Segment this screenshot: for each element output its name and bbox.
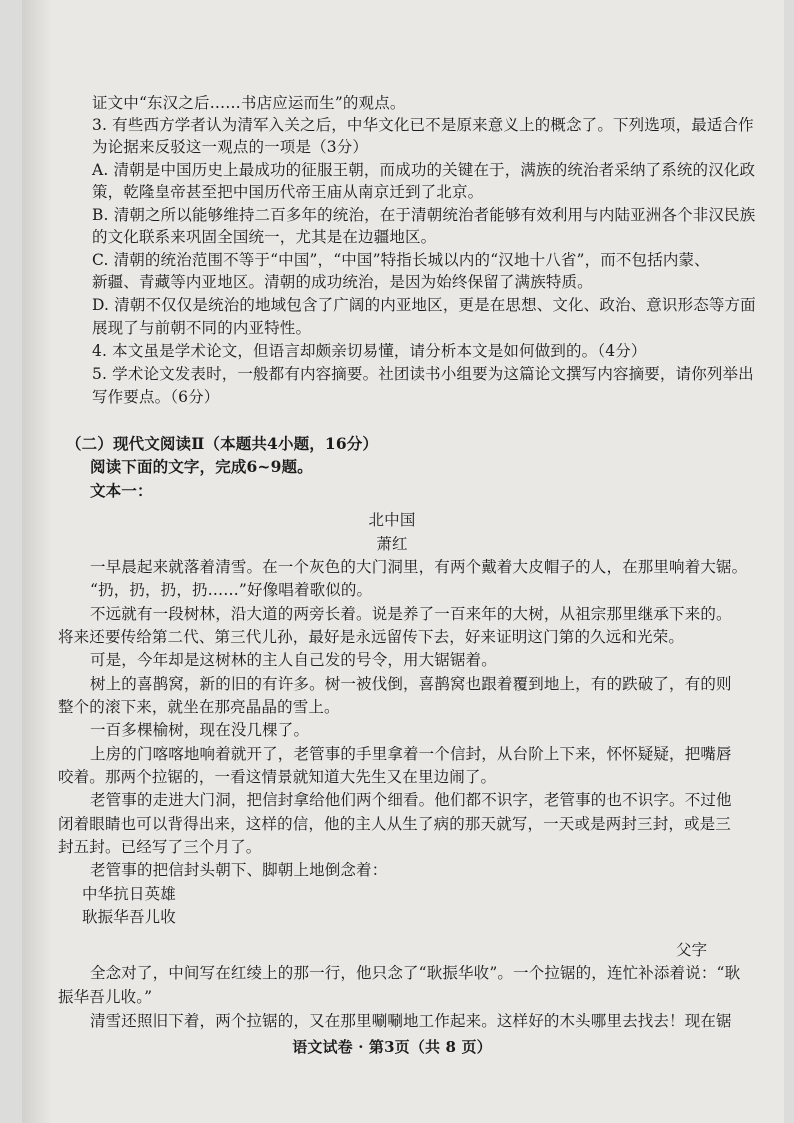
letter-signature: 父字 <box>676 941 708 959</box>
story-line: 振华吾儿收。” <box>58 988 153 1006</box>
q5-line1: 5. 学术论文发表时，一般都有内容摘要。社团读书小组要为这篇论文撰写内容摘要，请你列举出 <box>92 365 754 383</box>
story-title: 北中国 <box>368 511 416 529</box>
story-line: 封五封。已经写了三个月了。 <box>58 838 262 856</box>
q3-option-d-line1: D. 清朝不仅仅是统治的地域包含了广阔的内亚地区，更是在思想、文化、政治、意识形态等方面 <box>92 296 756 314</box>
story-line: “扔，扔，扔，扔……”好像唱着歌似的。 <box>90 581 373 599</box>
story-line: 不远就有一段树林，沿大道的两旁长着。说是养了一百来年的大树，从祖宗那里继承下来的。 <box>90 605 732 623</box>
story-line: 全念对了，中间写在红绫上的那一行，他只念了“耿振华收”。一个拉锯的，连忙补添着说：“耿 <box>90 964 741 982</box>
text-one-label: 文本一： <box>90 481 153 500</box>
page-footer: 语文试卷 · 第3页（共 8 页） <box>292 1038 492 1056</box>
q3-stem-line1: 3. 有些西方学者认为清军入关之后，中华文化已不是原来意义上的概念了。下列选项，最适合作 <box>92 116 754 134</box>
story-author: 萧红 <box>376 535 408 553</box>
q2-tail-line: 证文中“东汉之后……书店应运而生”的观点。 <box>92 94 406 112</box>
story-line: 闭着眼睛也可以背得出来，这样的信，他的主人从生了病的那天就写，一天或是两封三封，或是三 <box>58 815 731 833</box>
q3-option-a-line1: A. 清朝是中国历史上最成功的征服王朝，而成功的关键在于，满族的统治者采纳了系统的汉化政 <box>92 161 756 179</box>
story-line: 老管事的把信封头朝下、脚朝上地倒念着： <box>90 861 388 879</box>
story-line: 一百多棵榆树，现在没几棵了。 <box>90 721 310 739</box>
q3-option-c-line2: 新疆、青藏等内亚地区。清朝的成功统治，是因为始终保留了满族特质。 <box>92 273 593 291</box>
q3-option-b-line2: 的文化联系来巩固全国统一，尤其是在边疆地区。 <box>92 228 437 246</box>
q3-option-b-line1: B. 清朝之所以能够维持二百多年的统治，在于清朝统治者能够有效利用与内陆亚洲各个非汉民族 <box>92 206 756 224</box>
q4-line: 4. 本文虽是学术论文，但语言却颇亲切易懂，请分析本文是如何做到的。（4分） <box>92 342 647 360</box>
q3-stem-line2: 为论据来反驳这一观点的一项是（3分） <box>92 138 369 156</box>
story-line: 清雪还照旧下着，两个拉锯的，又在那里唰唰地工作起来。这样好的木头哪里去找去！现在锯 <box>90 1012 732 1030</box>
q3-option-d-line2: 展现了与前朝不同的内亚特性。 <box>92 319 312 337</box>
q5-line2: 写作要点。（6分） <box>92 388 220 406</box>
story-line: 树上的喜鹊窝，新的旧的有许多。树一被伐倒，喜鹊窝也跟着覆到地上，有的跌破了，有的则 <box>90 675 732 693</box>
section-heading: （二）现代文阅读Ⅱ（本题共4小题，16分） <box>66 434 379 453</box>
q3-option-a-line2: 策，乾隆皇帝甚至把中国历代帝王庙从南京迁到了北京。 <box>92 183 484 201</box>
story-line: 整个的滚下来，就坐在那亮晶晶的雪上。 <box>58 698 340 716</box>
q3-option-c-line1: C. 清朝的统治范围不等于“中国”，“中国”特指长城以内的“汉地十八省”，而不包括内蒙、 <box>92 251 710 269</box>
letter-line: 中华抗日英雄 <box>82 885 176 903</box>
story-line: 咬着。那两个拉锯的，一看这情景就知道大先生又在里边闹了。 <box>58 768 497 786</box>
section-instruction: 阅读下面的文字，完成6~9题。 <box>90 457 313 476</box>
letter-line: 耿振华吾儿收 <box>82 908 176 926</box>
story-line: 将来还要传给第二代、第三代儿孙，最好是永远留传下去，好来证明这门第的久远和光荣。 <box>58 628 685 646</box>
story-line: 一早晨起来就落着清雪。在一个灰色的大门洞里，有两个戴着大皮帽子的人，在那里响着大锯。 <box>90 558 748 576</box>
story-line: 老管事的走进大门洞，把信封拿给他们两个细看。他们都不识字，老管事的也不识字。不过他 <box>90 791 732 809</box>
exam-page <box>22 0 784 1123</box>
story-line: 上房的门喀喀地响着就开了，老管事的手里拿着一个信封，从台阶上下来，怀怀疑疑，把嘴唇 <box>90 745 732 763</box>
story-line: 可是，今年却是这树林的主人自己发的号令，用大锯锯着。 <box>90 651 497 669</box>
